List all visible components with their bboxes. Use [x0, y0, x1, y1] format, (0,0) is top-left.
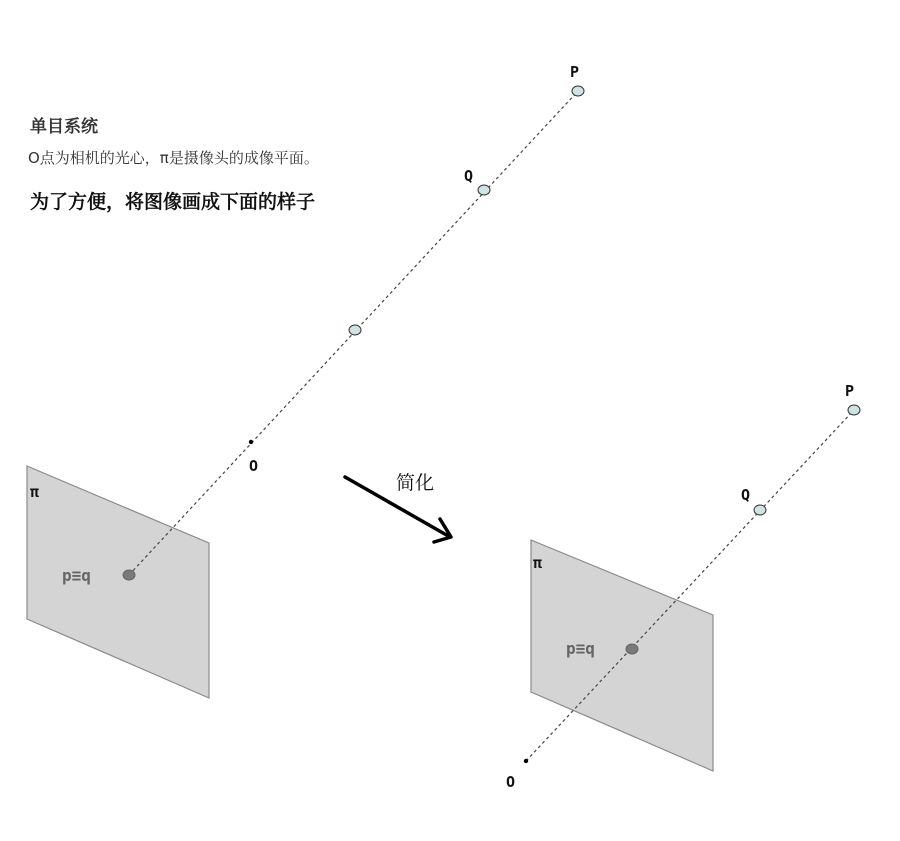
right-image-point-label: p≡q	[566, 639, 595, 658]
left-intermediate-point	[349, 325, 361, 335]
right-optical-center	[524, 759, 528, 763]
simplify-arrow	[345, 472, 451, 542]
description-text: O点为相机的光心，π是摄像头的成像平面。	[28, 149, 319, 167]
right-plane-label: π	[533, 554, 543, 572]
left-point-p-label: P	[570, 63, 580, 81]
left-point-q	[478, 185, 490, 195]
left-optical-center-label: O	[249, 457, 259, 475]
left-image-point-label: p≡q	[62, 566, 91, 585]
left-figure	[27, 63, 584, 698]
right-image-plane	[531, 540, 713, 771]
right-point-q-label: Q	[741, 486, 751, 504]
left-point-p	[572, 86, 584, 96]
left-image-point	[123, 570, 135, 580]
simplification-note: 为了方便，将图像画成下面的样子	[30, 191, 316, 213]
left-optical-center	[249, 440, 253, 444]
right-optical-center-label: O	[506, 773, 516, 791]
right-point-p-label: P	[845, 382, 855, 400]
right-point-q	[754, 505, 766, 515]
left-plane-label: π	[30, 483, 40, 501]
right-point-p	[848, 405, 860, 415]
left-image-plane	[27, 466, 209, 698]
arrow-label: 简化	[396, 472, 435, 494]
right-figure	[506, 382, 860, 791]
left-point-q-label: Q	[464, 167, 474, 185]
right-image-point	[626, 644, 638, 654]
page-heading: 单目系统	[30, 117, 98, 137]
